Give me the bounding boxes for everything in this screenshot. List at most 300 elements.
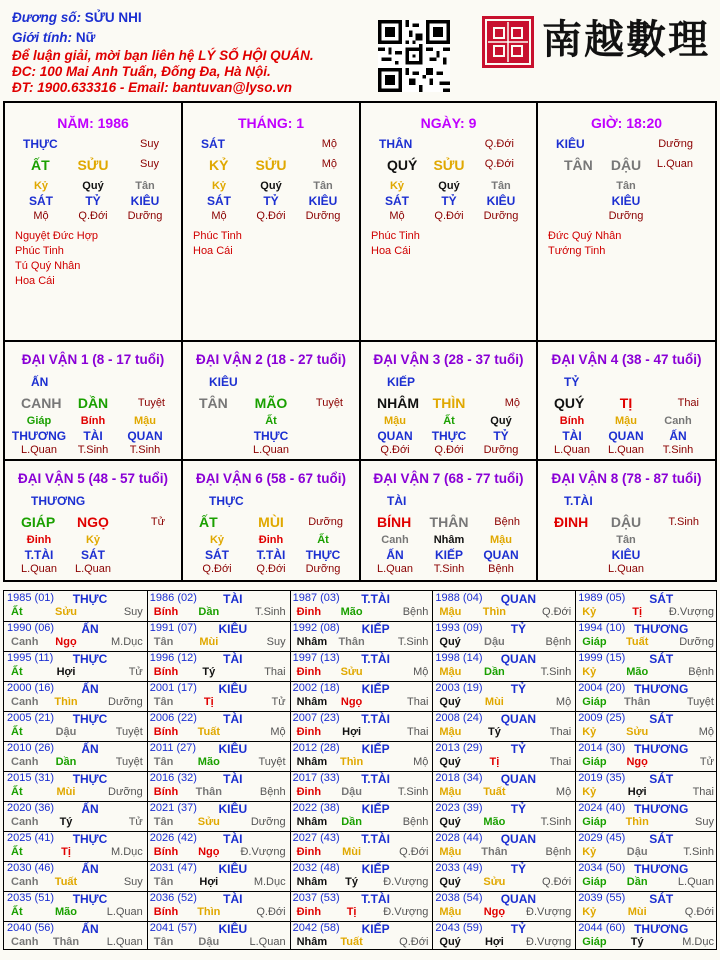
year-stem: Kỷ xyxy=(582,786,597,798)
year-cell[interactable] xyxy=(147,741,290,771)
year-label: 2043 (59) xyxy=(435,922,483,934)
year-cell[interactable] xyxy=(290,771,433,801)
year-cell[interactable] xyxy=(575,651,718,681)
year-ten-god: KIẾP xyxy=(361,922,390,936)
year-ten-god: THƯƠNG xyxy=(634,682,689,696)
year-branch: Dần xyxy=(55,756,77,768)
pillar-title: NĂM: 1986 xyxy=(57,115,129,131)
year-stem: Nhâm xyxy=(296,696,328,708)
year-cell[interactable] xyxy=(575,801,718,831)
year-label: 2004 (20) xyxy=(578,682,626,694)
hidden-stem: Bính xyxy=(559,415,585,427)
year-cell[interactable] xyxy=(432,651,575,681)
year-label: 2041 (57) xyxy=(149,922,197,934)
hidden-ten-god: TỶ xyxy=(441,194,457,208)
pillar-stage: Q.Đới xyxy=(484,138,514,150)
year-stage: Đ.Vượng xyxy=(526,936,572,948)
year-stage: Mộ xyxy=(270,726,286,738)
luck-stem: QUÝ xyxy=(554,395,585,411)
qr-code-icon[interactable] xyxy=(378,20,450,92)
year-label: 2007 (23) xyxy=(292,712,340,724)
year-label: 2044 (60) xyxy=(578,922,626,934)
year-stage: Thai xyxy=(406,726,429,738)
year-cell[interactable] xyxy=(290,711,433,741)
year-stem: Kỷ xyxy=(582,726,597,738)
year-stem: Mậu xyxy=(439,606,462,618)
year-ten-god: KIẾP xyxy=(361,682,390,696)
hidden-stage: L.Quan xyxy=(20,444,58,456)
year-branch: Thân xyxy=(52,936,80,948)
hidden-ten-god: THỰC xyxy=(305,548,341,562)
luck-phase: Tử xyxy=(150,516,165,528)
year-stem: Mậu xyxy=(439,666,462,678)
year-stage: Q.Đới xyxy=(541,876,572,888)
year-cell[interactable] xyxy=(432,741,575,771)
hidden-ten-god: THỰC xyxy=(253,429,289,443)
year-branch: Sửu xyxy=(197,816,220,828)
year-ten-god: QUAN xyxy=(500,892,537,906)
year-branch: Thìn xyxy=(197,906,221,918)
year-label: 2029 (45) xyxy=(578,832,626,844)
year-label: 2036 (52) xyxy=(149,892,197,904)
luck-ten-god: TỶ xyxy=(564,375,580,389)
year-branch: Dậu xyxy=(484,636,505,648)
year-ten-god: KIÊU xyxy=(218,802,248,816)
year-branch: Mão xyxy=(197,756,220,768)
year-branch: Tị xyxy=(489,756,500,768)
year-stem: Mậu xyxy=(439,786,462,798)
hidden-ten-god: TÀI xyxy=(562,429,582,443)
year-cell[interactable] xyxy=(4,891,147,921)
star-item: Nguyệt Đức Hợp xyxy=(15,230,99,242)
year-stem: Đinh xyxy=(296,666,322,678)
hidden-ten-god: SÁT xyxy=(81,548,105,562)
year-branch: Ngọ xyxy=(340,696,363,708)
year-label: 1997 (13) xyxy=(292,652,340,664)
year-stage: Tử xyxy=(128,816,143,828)
year-stage: L.Quan xyxy=(249,936,286,948)
hidden-stem: Mậu xyxy=(615,415,637,427)
year-stage: M.Dục xyxy=(111,636,143,648)
year-stage: Dưỡng xyxy=(108,696,143,708)
hidden-ten-god: THƯƠNG xyxy=(11,429,67,443)
hidden-stem: Tân xyxy=(135,180,155,192)
luck-ten-god: T.TÀI xyxy=(564,494,593,508)
year-stage: Thai xyxy=(549,756,572,768)
luck-branch: DẦN xyxy=(77,395,109,411)
year-stem: Quý xyxy=(439,876,461,888)
year-cell[interactable] xyxy=(147,711,290,741)
yearly-grid xyxy=(3,590,717,950)
year-cell[interactable] xyxy=(147,921,290,951)
year-cell[interactable] xyxy=(4,921,147,951)
year-label: 1987 (03) xyxy=(292,592,340,604)
year-ten-god: KIÊU xyxy=(218,922,248,936)
year-stem: Đinh xyxy=(296,786,322,798)
year-cell[interactable] xyxy=(432,591,575,621)
hidden-ten-god: THỰC xyxy=(431,429,467,443)
year-branch: Thân xyxy=(195,786,222,798)
year-stage: Q.Đới xyxy=(399,846,429,858)
hidden-ten-god: KIÊU xyxy=(611,548,641,562)
hidden-stage: Dưỡng xyxy=(305,210,341,222)
hidden-stage: Q.Đới xyxy=(202,563,232,575)
year-branch: Tị xyxy=(346,906,357,918)
luck-phase: T.Sinh xyxy=(668,516,699,528)
year-label: 2031 (47) xyxy=(149,862,197,874)
year-branch: Tuất xyxy=(483,786,506,798)
year-stem: Canh xyxy=(11,696,39,708)
hidden-stage: L.Quan xyxy=(553,444,591,456)
year-label: 2000 (16) xyxy=(7,682,55,694)
year-cell[interactable] xyxy=(290,741,433,771)
hidden-stem: Mậu xyxy=(134,415,156,427)
luck-branch: NGỌ xyxy=(77,514,109,530)
hidden-ten-god: QUAN xyxy=(608,429,644,443)
year-cell[interactable] xyxy=(290,621,433,651)
year-label: 2001 (17) xyxy=(149,682,197,694)
year-cell[interactable] xyxy=(147,681,290,711)
year-cell[interactable] xyxy=(147,891,290,921)
year-branch: Sửu xyxy=(483,876,506,888)
year-ten-god: THƯƠNG xyxy=(634,802,689,816)
year-cell[interactable] xyxy=(4,621,147,651)
year-label: 2021 (37) xyxy=(149,802,197,814)
year-ten-god: TỶ xyxy=(510,622,527,636)
year-cell[interactable] xyxy=(432,861,575,891)
year-cell[interactable] xyxy=(432,921,575,951)
brand-logo: 南越數理 xyxy=(542,16,710,63)
year-cell[interactable] xyxy=(4,861,147,891)
year-cell[interactable] xyxy=(290,801,433,831)
year-stage: T.Sinh xyxy=(255,606,286,618)
luck-cell xyxy=(538,461,715,578)
owner-line xyxy=(12,10,142,26)
year-cell[interactable] xyxy=(290,831,433,861)
hidden-ten-god: KIÊU xyxy=(611,194,641,208)
pillar-stage: Dưỡng xyxy=(658,138,693,150)
year-stage: Q.Đới xyxy=(684,906,714,918)
year-ten-god: QUAN xyxy=(500,832,537,846)
year-ten-god: TÀI xyxy=(223,892,243,906)
hidden-stage: Q.Đới xyxy=(256,210,286,222)
year-stem: Tân xyxy=(153,816,174,828)
year-branch: Tị xyxy=(203,696,214,708)
year-cell[interactable] xyxy=(575,591,718,621)
hidden-stage: T.Sinh xyxy=(129,444,161,456)
hidden-ten-god: SÁT xyxy=(385,194,409,208)
year-branch: Dần xyxy=(484,666,505,678)
star-item: Hoa Cái xyxy=(193,245,233,257)
year-stem: Canh xyxy=(11,636,39,648)
year-cell[interactable] xyxy=(432,771,575,801)
luck-branch: THÂN xyxy=(429,514,469,530)
year-ten-god: SÁT xyxy=(649,772,674,786)
year-stage: L.Quan xyxy=(106,906,143,918)
pillar-branch: SỬU xyxy=(433,157,465,173)
year-stem: Giáp xyxy=(582,636,607,648)
year-stage: T.Sinh xyxy=(397,636,429,648)
hidden-stem: Đinh xyxy=(26,534,52,546)
year-cell[interactable] xyxy=(575,711,718,741)
hidden-ten-god: TỶ xyxy=(263,194,279,208)
year-stage: Dưỡng xyxy=(250,816,286,828)
hidden-stem: Tân xyxy=(313,180,333,192)
year-cell[interactable] xyxy=(147,651,290,681)
year-label: 2013 (29) xyxy=(435,742,483,754)
year-label: 2022 (38) xyxy=(292,802,340,814)
year-cell[interactable] xyxy=(290,681,433,711)
year-cell[interactable] xyxy=(147,771,290,801)
year-cell[interactable] xyxy=(147,861,290,891)
year-label: 2002 (18) xyxy=(292,682,340,694)
year-label: 2009 (25) xyxy=(578,712,626,724)
hidden-stage: Dưỡng xyxy=(483,444,519,456)
year-stem: Tân xyxy=(153,636,174,648)
year-stage: Bệnh xyxy=(402,816,429,828)
pillar-phase: Q.Đới xyxy=(484,158,514,170)
year-stage: Mộ xyxy=(413,756,429,768)
year-ten-god: QUAN xyxy=(500,592,537,606)
year-cell[interactable] xyxy=(290,651,433,681)
pillar-stem: QUÝ xyxy=(387,157,418,173)
luck-branch: DẬU xyxy=(610,514,642,530)
year-stage: Thai xyxy=(406,696,429,708)
year-stem: Tân xyxy=(153,696,174,708)
year-stem: Quý xyxy=(439,696,461,708)
hidden-stage: Bệnh xyxy=(488,563,514,575)
hidden-stage: Dưỡng xyxy=(483,210,519,222)
year-ten-god: SÁT xyxy=(649,652,674,666)
year-branch: Thân xyxy=(481,846,508,858)
luck-branch: MÃO xyxy=(254,395,288,411)
year-ten-god: ẤN xyxy=(81,802,99,816)
year-cell[interactable] xyxy=(4,681,147,711)
chart-frame xyxy=(3,101,717,582)
year-stem: Ất xyxy=(11,846,23,858)
luck-ten-god: KIẾP xyxy=(387,375,416,389)
year-label: 2026 (42) xyxy=(149,832,197,844)
year-ten-god: KIÊU xyxy=(218,682,248,696)
year-stage: Tuyệt xyxy=(686,696,714,708)
year-branch: Ngọ xyxy=(626,756,648,768)
year-stage: T.Sinh xyxy=(540,816,572,828)
year-cell[interactable] xyxy=(4,651,147,681)
year-ten-god: KIÊU xyxy=(218,742,248,756)
year-cell[interactable] xyxy=(575,741,718,771)
year-stage: L.Quan xyxy=(677,876,714,888)
year-stage: T.Sinh xyxy=(397,786,429,798)
year-cell[interactable] xyxy=(432,711,575,741)
contact-line-3[interactable]: ĐT: 1900.633316 - Email: bantuvan@lyso.vn xyxy=(12,80,293,95)
year-cell[interactable] xyxy=(4,741,147,771)
year-cell[interactable] xyxy=(575,921,718,951)
year-cell[interactable] xyxy=(4,591,147,621)
hidden-stage: L.Quan xyxy=(607,563,645,575)
year-ten-god: SÁT xyxy=(649,592,674,606)
year-stem: Đinh xyxy=(296,906,322,918)
year-cell[interactable] xyxy=(4,771,147,801)
hidden-stem: Quý xyxy=(438,180,460,192)
hidden-stage: L.Quan xyxy=(607,444,645,456)
year-stem: Quý xyxy=(439,756,461,768)
year-cell[interactable] xyxy=(147,831,290,861)
year-branch: Ngọ xyxy=(198,846,220,858)
year-label: 2018 (34) xyxy=(435,772,483,784)
year-cell[interactable] xyxy=(290,891,433,921)
hidden-ten-god: SÁT xyxy=(207,194,231,208)
hidden-stage: Q.Đới xyxy=(256,563,286,575)
hidden-stage: Mộ xyxy=(211,210,227,222)
pillar-cell xyxy=(5,103,181,340)
year-label: 2017 (33) xyxy=(292,772,340,784)
luck-phase: Dưỡng xyxy=(308,516,343,528)
year-cell[interactable] xyxy=(432,681,575,711)
year-stem: Nhâm xyxy=(296,936,328,948)
year-branch: Mùi xyxy=(56,786,76,798)
hidden-stem: Tân xyxy=(616,180,636,192)
year-cell[interactable] xyxy=(290,861,433,891)
year-label: 2038 (54) xyxy=(435,892,483,904)
year-cell[interactable] xyxy=(432,891,575,921)
pillar-ten-god: THÂN xyxy=(379,137,413,151)
year-cell[interactable] xyxy=(432,801,575,831)
hidden-stem: Quý xyxy=(260,180,282,192)
year-cell[interactable] xyxy=(575,771,718,801)
luck-title: ĐẠI VẬN 7 (68 - 77 tuổi) xyxy=(373,471,524,486)
pillar-stem: TÂN xyxy=(564,157,593,173)
hidden-stage: L.Quan xyxy=(74,563,112,575)
year-branch: Dậu xyxy=(341,786,362,798)
year-branch: Hợi xyxy=(199,876,219,888)
year-cell[interactable] xyxy=(4,831,147,861)
pillar-phase: Suy xyxy=(140,158,159,170)
year-stem: Giáp xyxy=(582,816,607,828)
year-branch: Thân xyxy=(338,636,365,648)
year-ten-god: KIẾP xyxy=(361,622,390,636)
year-ten-god: THỰC xyxy=(72,712,108,726)
star-item: Tướng Tinh xyxy=(548,245,606,257)
pillar-phase: Mộ xyxy=(321,158,337,170)
pillar-branch: DẬU xyxy=(610,157,642,173)
year-ten-god: TÀI xyxy=(223,772,243,786)
year-branch: Mùi xyxy=(342,846,362,858)
year-cell[interactable] xyxy=(4,711,147,741)
year-cell[interactable] xyxy=(147,801,290,831)
luck-stem: TÂN xyxy=(199,395,228,411)
year-ten-god: ẤN xyxy=(81,682,99,696)
year-stage: L.Quan xyxy=(106,936,143,948)
year-cell[interactable] xyxy=(575,621,718,651)
hidden-ten-god: TÀI xyxy=(83,429,103,443)
hidden-stem: Mậu xyxy=(384,415,406,427)
year-stem: Bính xyxy=(153,726,179,738)
year-cell[interactable] xyxy=(432,621,575,651)
gender-line xyxy=(12,30,95,46)
year-cell[interactable] xyxy=(290,921,433,951)
seal-stamp-icon xyxy=(480,14,536,70)
year-cell[interactable] xyxy=(290,591,433,621)
year-ten-god: THỰC xyxy=(72,772,108,786)
year-ten-god: THƯƠNG xyxy=(634,922,689,936)
year-ten-god: TÀI xyxy=(223,832,243,846)
hidden-stage: Dưỡng xyxy=(608,210,644,222)
hidden-ten-god: T.TÀI xyxy=(256,548,286,562)
year-branch: Hợi xyxy=(56,666,76,678)
year-branch: Mão xyxy=(483,816,506,828)
hidden-stage: L.Quan xyxy=(20,563,58,575)
year-stage: Thai xyxy=(264,666,286,678)
year-branch: Tý xyxy=(345,876,359,888)
year-cell[interactable] xyxy=(575,861,718,891)
year-label: 2019 (35) xyxy=(578,772,626,784)
year-branch: Dần xyxy=(626,876,648,888)
hidden-ten-god: TỶ xyxy=(493,429,509,443)
year-label: 2005 (21) xyxy=(7,712,55,724)
year-stem: Bính xyxy=(153,906,179,918)
year-cell[interactable] xyxy=(147,621,290,651)
year-branch: Sửu xyxy=(340,666,363,678)
year-branch: Hợi xyxy=(342,726,362,738)
year-label: 2008 (24) xyxy=(435,712,483,724)
hidden-ten-god: QUAN xyxy=(377,429,413,443)
hidden-stage: Q.Đới xyxy=(434,444,464,456)
year-ten-god: TÀI xyxy=(223,592,243,606)
pillar-ten-god: THỰC xyxy=(23,137,58,151)
luck-stem: ĐINH xyxy=(554,514,589,530)
year-stage: Suy xyxy=(123,876,143,888)
year-stem: Mậu xyxy=(439,906,462,918)
luck-branch: MÙI xyxy=(258,514,284,530)
year-cell[interactable] xyxy=(147,591,290,621)
year-stem: Quý xyxy=(439,816,461,828)
pillar-stage: Mộ xyxy=(321,138,337,150)
year-cell[interactable] xyxy=(575,891,718,921)
hidden-stage: T.Sinh xyxy=(662,444,694,456)
year-cell[interactable] xyxy=(575,681,718,711)
contact-line-1: Để luận giải, mời bạn liên hệ LÝ SỐ HỘI QUÁN. xyxy=(12,48,314,63)
year-label: 2028 (44) xyxy=(435,832,483,844)
star-item: Phúc Tinh xyxy=(371,230,420,242)
year-stage: Suy xyxy=(123,606,143,618)
luck-title: ĐẠI VẬN 2 (18 - 27 tuổi) xyxy=(195,352,347,367)
year-ten-god: TỶ xyxy=(510,802,527,816)
pillar-title: NGÀY: 9 xyxy=(420,115,477,131)
year-label: 2033 (49) xyxy=(435,862,483,874)
year-branch: Mão xyxy=(55,906,77,918)
year-ten-god: SÁT xyxy=(649,832,674,846)
year-stem: Kỷ xyxy=(582,666,597,678)
year-stem: Nhâm xyxy=(296,636,328,648)
year-ten-god: KIẾP xyxy=(361,742,390,756)
year-stem: Ất xyxy=(11,726,23,738)
year-cell[interactable] xyxy=(4,801,147,831)
year-ten-god: THỰC xyxy=(72,892,108,906)
year-label: 2039 (55) xyxy=(578,892,626,904)
gender-value: Nữ xyxy=(75,30,96,45)
hidden-ten-god: TỶ xyxy=(85,194,101,208)
pillar-title: THÁNG: 1 xyxy=(237,115,305,131)
year-cell[interactable] xyxy=(432,831,575,861)
year-ten-god: T.TÀI xyxy=(361,712,390,726)
pillar-ten-god: KIÊU xyxy=(556,137,585,151)
year-ten-god: THƯƠNG xyxy=(634,742,689,756)
year-cell[interactable] xyxy=(575,831,718,861)
year-ten-god: TỶ xyxy=(510,922,527,936)
year-stem: Bính xyxy=(153,846,179,858)
hidden-stem: Nhâm xyxy=(433,534,465,546)
luck-ten-god: THỰC xyxy=(209,494,244,508)
